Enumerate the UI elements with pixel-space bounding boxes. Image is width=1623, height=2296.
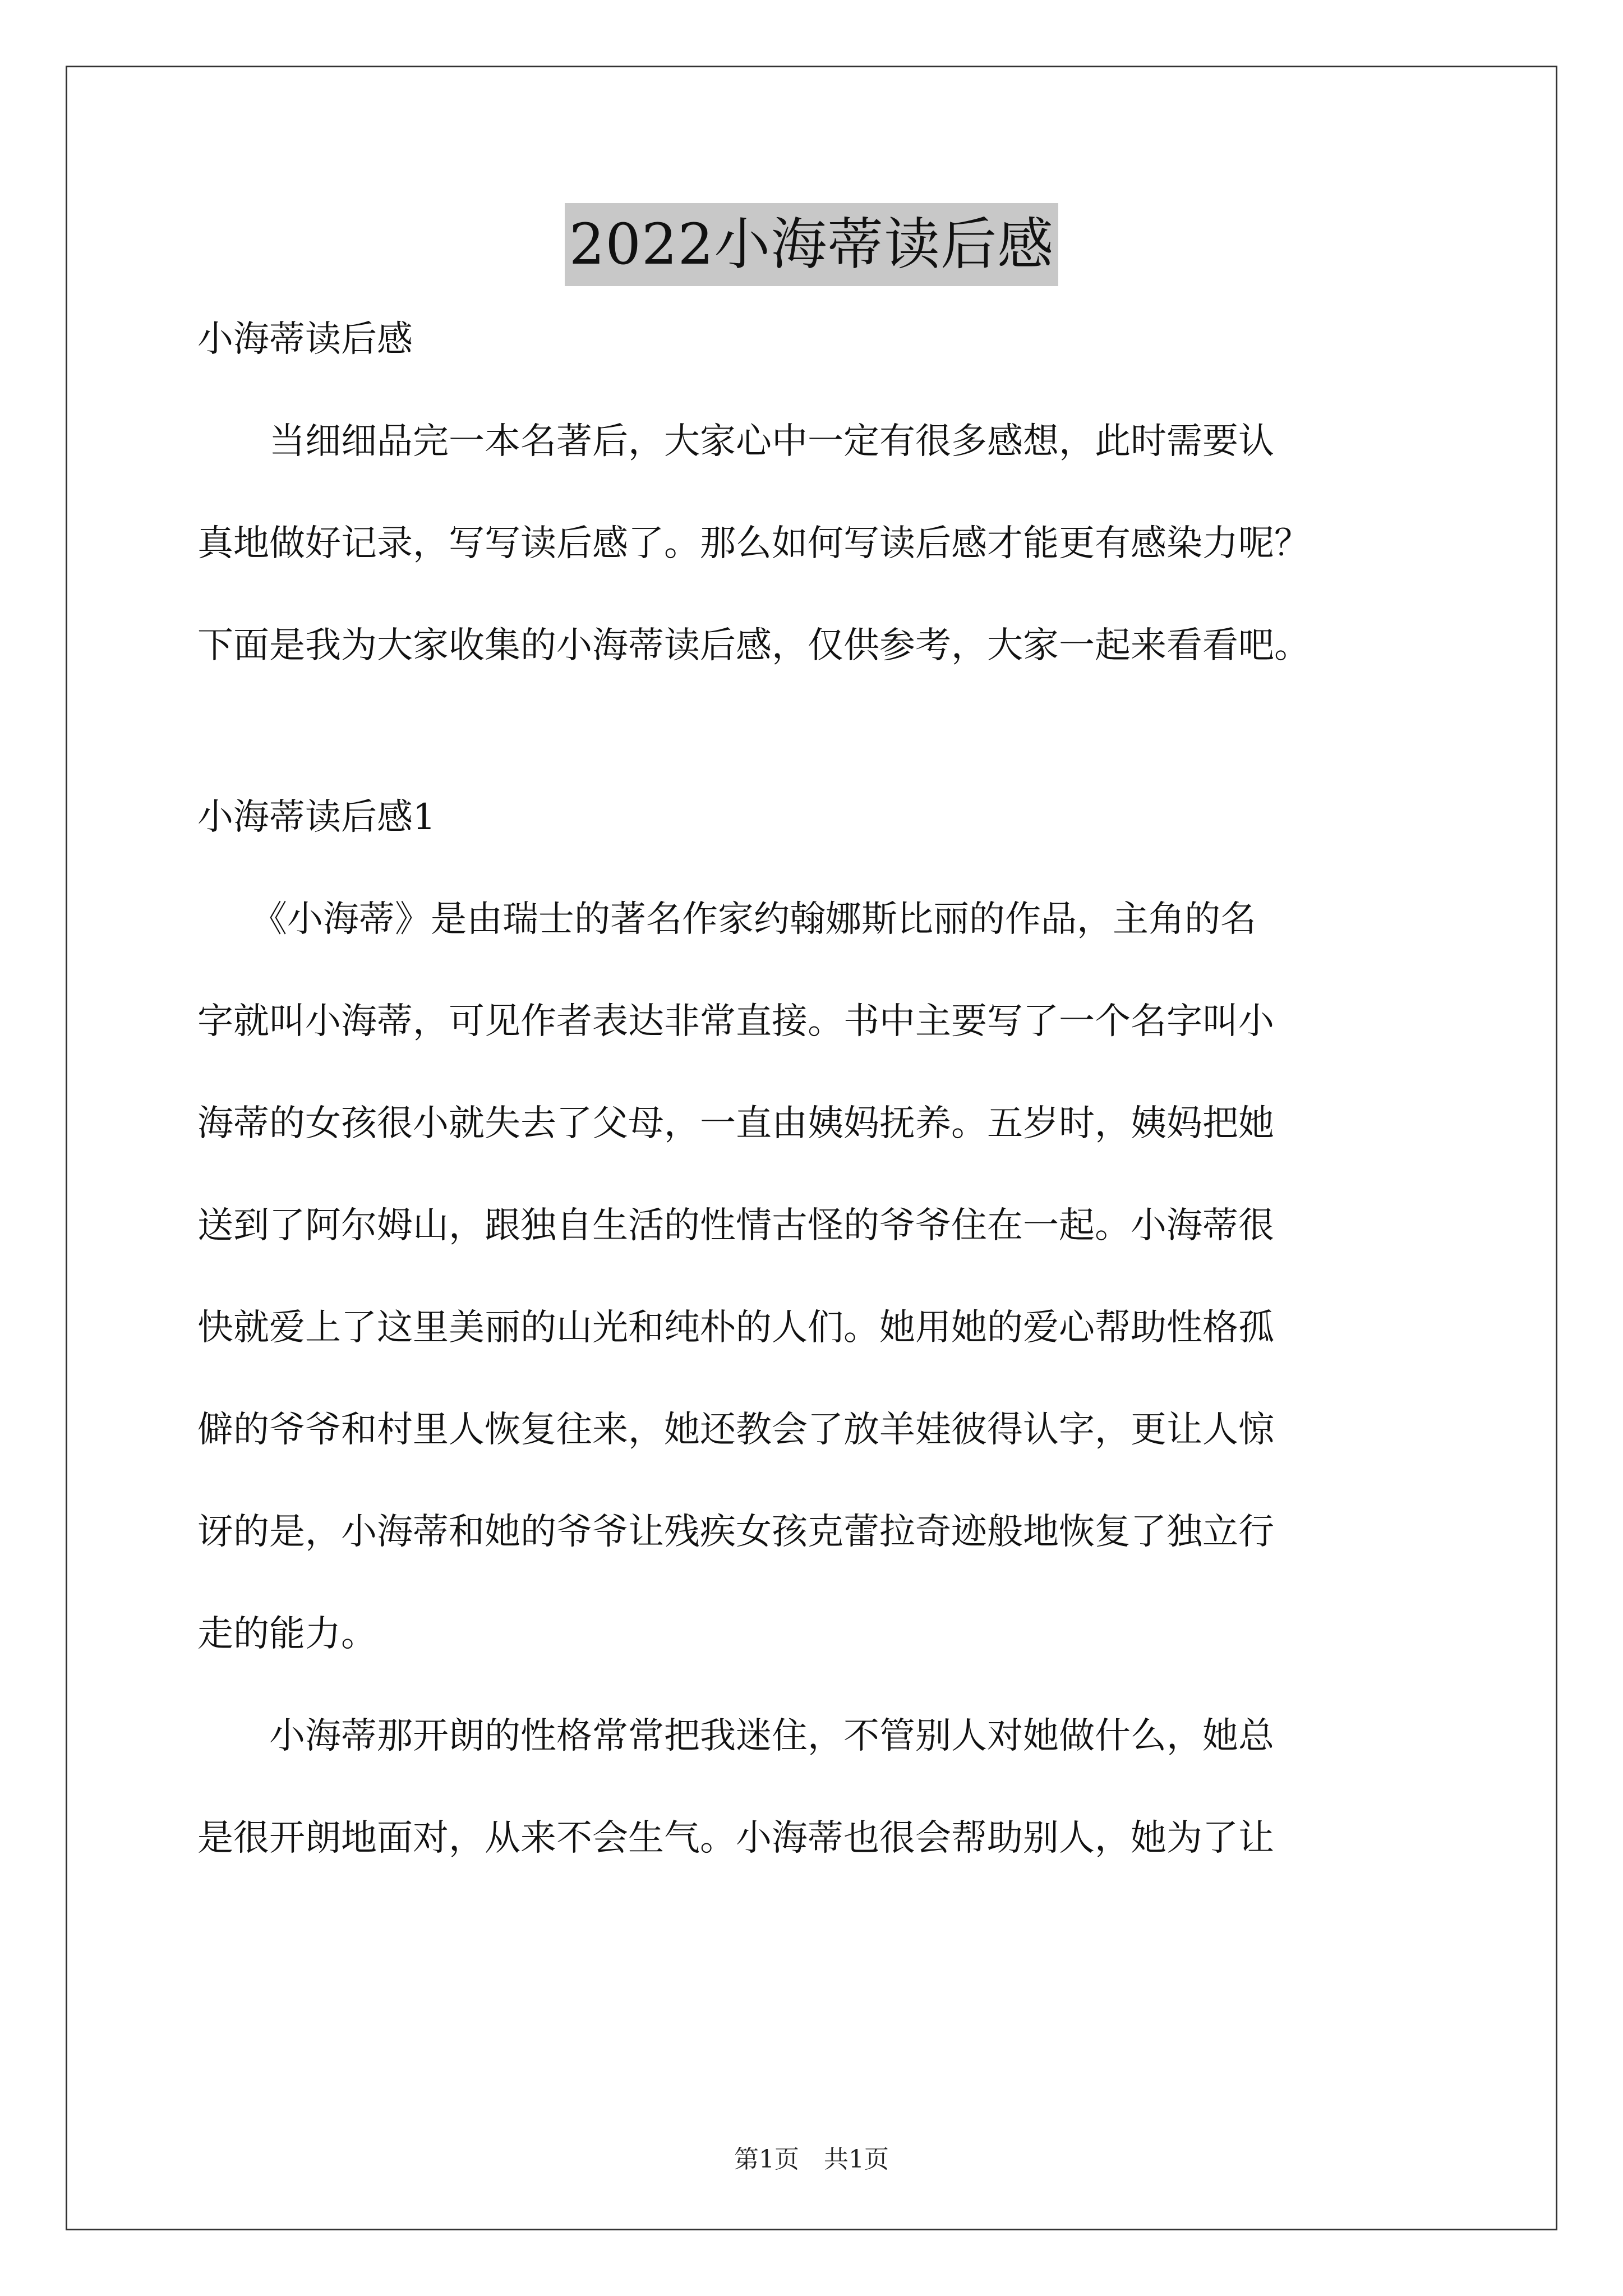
section-heading: 小海蒂读后感1 [197,797,436,838]
paragraph-line: 是很开朗地面对，从来不会生气。小海蒂也很会帮助别人，她为了让 [197,1818,1274,1859]
title-container [0,203,1623,286]
paragraph-line: 海蒂的女孩很小就失去了父母，一直由姨妈抚养。五岁时，姨妈把她 [197,1103,1274,1144]
intro-line: 下面是我为大家收集的小海蒂读后感，仅供参考，大家一起来看看吧。 [197,625,1310,666]
paragraph-line: 走的能力。 [197,1613,377,1655]
paragraph-line: 送到了阿尔姆山，跟独自生活的性情古怪的爷爷住在一起。小海蒂很 [197,1205,1274,1246]
paragraph-line: 字就叫小海蒂，可见作者表达非常直接。书中主要写了一个名字叫小 [197,1001,1274,1042]
intro-line: 真地做好记录，写写读后感了。那么如何写读后感才能更有感染力呢？ [197,523,1310,564]
document-body [197,314,1431,1864]
paragraph-line: 僻的爷爷和村里人恢复往来，她还教会了放羊娃彼得认字，更让人惊 [197,1409,1274,1451]
paragraph-line: 讶的是，小海蒂和她的爷爷让残疾女孩克蕾拉奇迹般地恢复了独立行 [197,1511,1274,1553]
paragraph-line: 《小海蒂》是由瑞士的著名作家约翰娜斯比丽的作品，主角的名 [197,899,1256,940]
paragraph-line: 小海蒂那开朗的性格常常把我迷住，不管别人对她做什么，她总 [197,1715,1274,1757]
document-title: 2022小海蒂读后感 [565,203,1059,286]
intro-line: 当细细品完一本名著后，大家心中一定有很多感想，此时需要认 [197,421,1274,462]
paragraph-line: 快就爱上了这里美丽的山光和纯朴的人们。她用她的爱心帮助性格孤 [197,1307,1274,1349]
page-footer: 第1页 共1页 [734,2145,889,2174]
subtitle: 小海蒂读后感 [197,319,413,360]
